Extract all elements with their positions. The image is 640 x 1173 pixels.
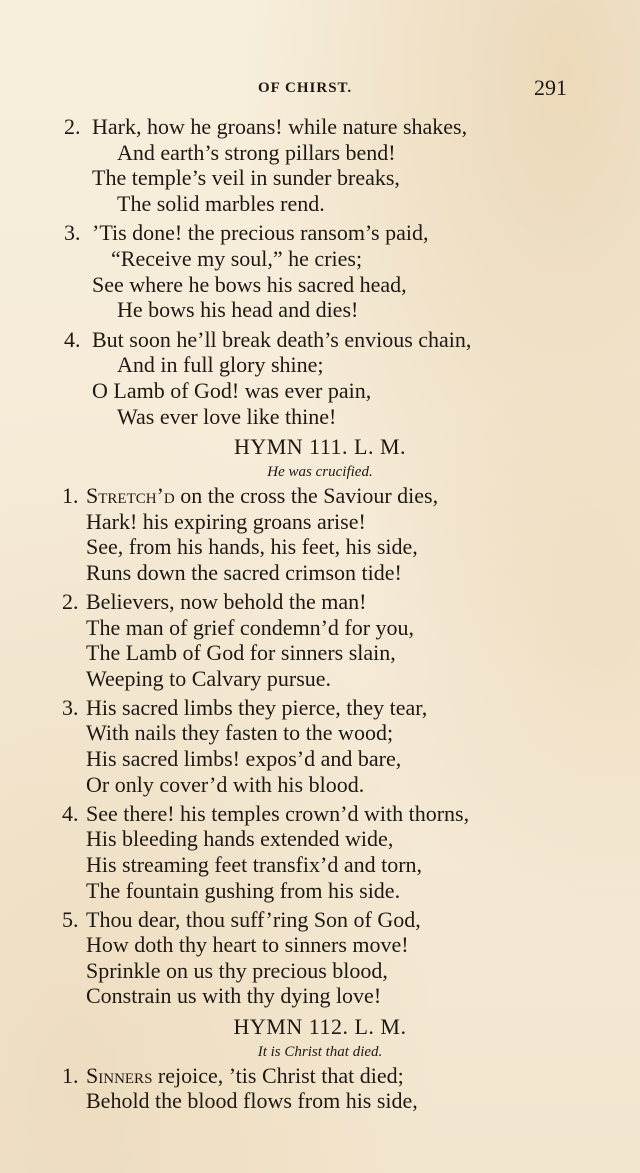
verse-text: Weeping to Calvary pursue. <box>86 665 332 691</box>
verse-line <box>0 272 640 298</box>
verse-text: Runs down the sacred crimson tide! <box>86 559 402 585</box>
verse-text <box>86 1063 404 1089</box>
verse-text: His bleeding hands extended wide, <box>86 826 394 852</box>
stanza-4 <box>0 801 640 903</box>
verse-line <box>0 878 640 904</box>
verse-line <box>0 165 640 191</box>
verse-text: Or only cover’d with his blood. <box>86 771 365 797</box>
verse-line <box>0 483 640 509</box>
first-line-rest: rejoice, ’tis Christ that died; <box>152 1062 404 1088</box>
verse-line <box>0 140 640 166</box>
page-number: 291 <box>534 75 567 100</box>
verse-text <box>86 483 438 509</box>
verse-text: But soon he’ll break death’s envious chain, <box>92 326 472 352</box>
stanza-3 <box>0 695 640 797</box>
verse-line <box>0 615 640 641</box>
verse-text: His streaming feet transfix’d and torn, <box>86 851 423 877</box>
verse-line <box>0 958 640 984</box>
verse-line <box>0 907 640 933</box>
stanza-number: 2. <box>64 114 81 139</box>
verse-line <box>0 826 640 852</box>
page-content <box>0 114 640 1118</box>
verse-text: The man of grief condemn’d for you, <box>86 614 415 640</box>
running-title: OF CHIRST. <box>258 80 353 96</box>
verse-line <box>0 404 640 430</box>
stanza-number: 4. <box>64 326 81 352</box>
stanza-number: 3. <box>62 694 79 720</box>
verse-line <box>0 589 640 615</box>
stanza-number: 4. <box>62 800 79 826</box>
verse-line <box>0 772 640 798</box>
hymn-110-continued <box>0 114 640 429</box>
verse-line <box>0 666 640 692</box>
stanza-number: 1. <box>62 483 79 509</box>
verse-text: The temple’s veil in sunder breaks, <box>92 165 400 191</box>
verse-text: With nails they fasten to the wood; <box>86 720 394 746</box>
hymn-subtitle: He was crucified. <box>267 464 373 481</box>
verse-line <box>0 1088 640 1114</box>
hymn-title: HYMN 112. L. M. <box>233 1013 407 1039</box>
verse-text: And earth’s strong pillars bend! <box>117 139 396 165</box>
stanza-1 <box>0 483 640 585</box>
verse-text: His sacred limbs! expos’d and bare, <box>86 746 402 772</box>
verse-text: Hark, how he groans! while nature shakes, <box>92 114 468 139</box>
hymn-112 <box>0 1013 640 1114</box>
verse-text: O Lamb of God! was ever pain, <box>92 377 372 403</box>
stanza-2 <box>0 589 640 691</box>
verse-text: Behold the blood flows from his side, <box>86 1088 418 1114</box>
verse-line <box>0 983 640 1009</box>
verse-line <box>0 695 640 721</box>
verse-text: “Receive my soul,” he cries; <box>111 245 363 271</box>
verse-text: He bows his head and dies! <box>117 297 359 323</box>
verse-text: The Lamb of God for sinners slain, <box>86 640 396 666</box>
verse-line <box>0 746 640 772</box>
verse-line <box>0 191 640 217</box>
verse-text: Constrain us with thy dying love! <box>86 983 382 1009</box>
verse-line <box>0 560 640 586</box>
verse-line <box>0 509 640 535</box>
verse-text: Thou dear, thou suff’ring Son of God, <box>86 906 421 932</box>
stanza-number: 2. <box>62 589 79 614</box>
stanza-number: 3. <box>64 220 81 246</box>
verse-line <box>0 852 640 878</box>
first-word: Stretch’d <box>86 483 175 509</box>
stanza-number: 5. <box>62 906 79 932</box>
stanza-1 <box>0 1063 640 1114</box>
verse-line <box>0 246 640 272</box>
first-word: Sinners <box>86 1062 153 1088</box>
verse-line <box>0 114 640 140</box>
verse-text: ’Tis done! the precious ransom’s paid, <box>92 220 429 246</box>
verse-line <box>0 801 640 827</box>
page-header <box>0 75 640 102</box>
verse-line <box>0 1063 640 1089</box>
verse-line <box>0 932 640 958</box>
verse-text: Was ever love like thine! <box>117 403 337 429</box>
verse-line <box>0 352 640 378</box>
verse-text: See where he bows his sacred head, <box>92 271 407 297</box>
verse-text: See there! his temples crown’d with thorns, <box>86 800 470 826</box>
first-line-rest: on the cross the Saviour dies, <box>174 483 439 509</box>
stanza-3 <box>0 220 640 322</box>
stanza-2 <box>0 114 640 216</box>
verse-line <box>0 640 640 666</box>
hymn-title: HYMN 111. L. M. <box>233 434 407 460</box>
verse-text: Sprinkle on us thy precious blood, <box>86 957 388 983</box>
verse-line <box>0 220 640 246</box>
hymn-subtitle: It is Christ that died. <box>257 1043 383 1060</box>
verse-line <box>0 378 640 404</box>
verse-text: The solid marbles rend. <box>117 190 325 216</box>
verse-line <box>0 327 640 353</box>
verse-line <box>0 720 640 746</box>
verse-text: See, from his hands, his feet, his side, <box>86 534 418 560</box>
verse-text: How doth thy heart to sinners move! <box>86 932 409 958</box>
verse-text: The fountain gushing from his side. <box>86 877 401 903</box>
stanza-4 <box>0 327 640 429</box>
hymn-111 <box>0 433 640 1009</box>
stanza-number: 1. <box>62 1062 79 1088</box>
verse-line <box>0 534 640 560</box>
verse-text: His sacred limbs they pierce, they tear, <box>86 694 428 720</box>
stanza-5 <box>0 907 640 1009</box>
verse-line <box>0 297 640 323</box>
verse-text: And in full glory shine; <box>117 352 324 378</box>
verse-text: Hark! his expiring groans arise! <box>86 508 366 534</box>
verse-text: Believers, now behold the man! <box>86 589 367 614</box>
